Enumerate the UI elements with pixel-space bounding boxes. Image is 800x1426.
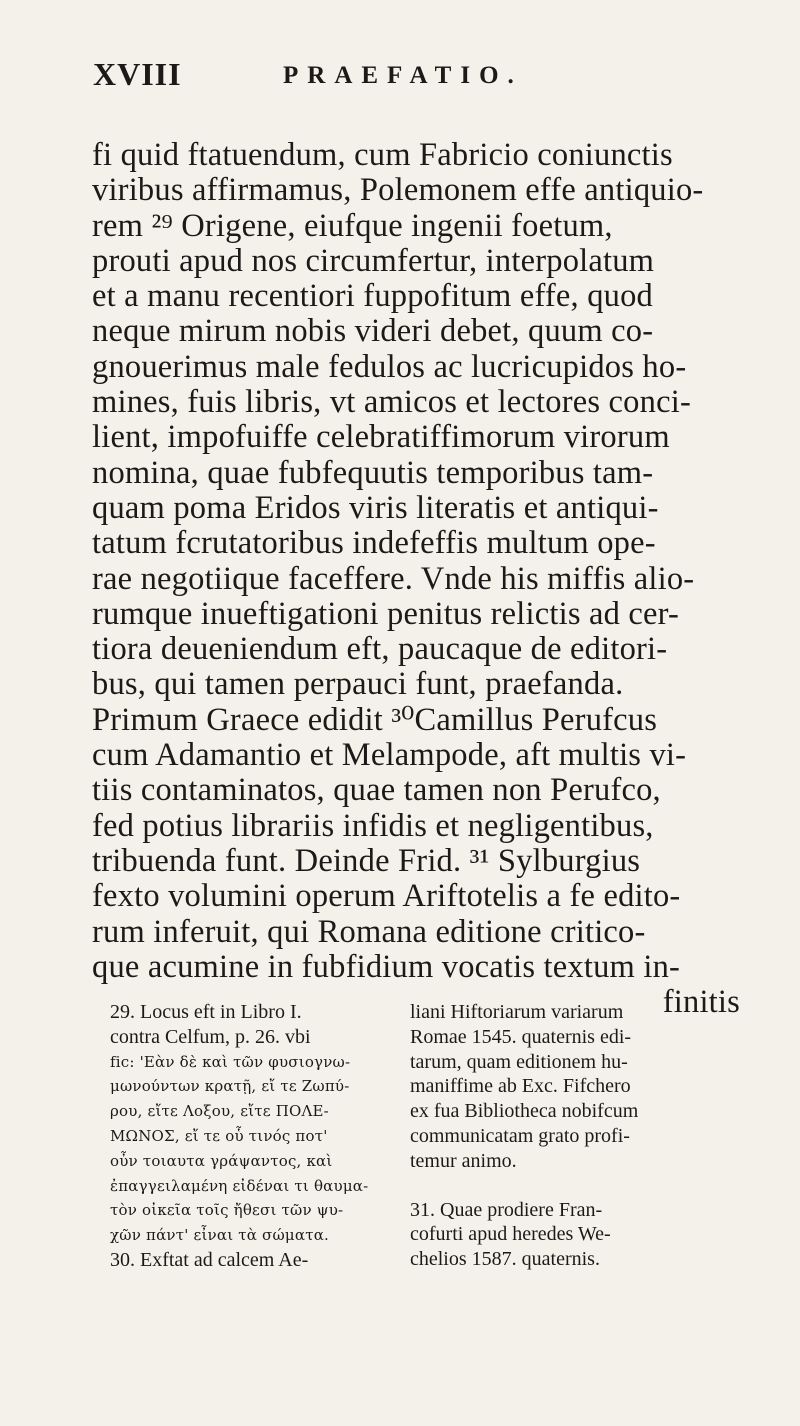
footnote-greek-line: ΜΩΝΟΣ, εἴ τε οὗ τινός ποτ' — [110, 1126, 328, 1145]
footnote-greek-line: ρου, εἴτε Λοξου, εἴτε ΠΟΛΕ- — [110, 1102, 329, 1121]
text-line: rae negotiique faceffere. Vnde his miffis alio- — [92, 560, 695, 597]
text-line: mines, fuis libris, vt amicos et lectores conci- — [92, 384, 691, 421]
footnote-greek-line: ἐπαγγειλαμένη εἰδέναι τι θαυμα- — [110, 1176, 369, 1195]
text-line: tribuenda funt. Deinde Frid. ³¹ Sylburgius — [92, 842, 641, 879]
text-line: nomina, quae fubfequutis temporibus tam- — [92, 454, 654, 491]
text-line: Primum Graece edidit ³⁰Camillus Perufcus — [92, 701, 658, 738]
footnote-greek-line: οὖν τοιαυτα γράψαντος, καὶ — [110, 1151, 333, 1170]
page-number: XVIII — [93, 56, 182, 92]
footnote-line: chelios 1587. quaternis. — [410, 1248, 600, 1271]
text-line: bus, qui tamen perpauci funt, praefanda. — [92, 666, 624, 703]
footnote-spacer — [410, 1174, 755, 1198]
footnote-line: cofurti apud heredes We- — [410, 1223, 611, 1246]
footnote-greek-line: χῶν πάντ' εἶναι τὰ σώματα. — [110, 1226, 329, 1245]
text-line: tiora deueniendum eft, paucaque de editori- — [92, 631, 668, 668]
footnotes-left-column — [110, 1000, 400, 1273]
footnote-line: Romae 1545. quaternis edi- — [410, 1025, 632, 1048]
footnote-line: communicatam grato profi- — [410, 1124, 630, 1147]
footnote-line: liani Hiftoriarum variarum — [410, 1001, 624, 1023]
footnote-line: temur animo. — [410, 1149, 517, 1172]
text-line: fed potius librariis infidis et negligentibus, — [92, 807, 654, 844]
text-line: viribus affirmamus, Polemonem effe antiquio- — [92, 172, 704, 209]
text-line: rem ²⁹ Origene, eiufque ingenii foetum, — [92, 207, 613, 244]
footnote-line: 29. Locus eft in Libro I. — [110, 1001, 302, 1023]
text-line: prouti apud nos circumfertur, interpolatum — [92, 242, 655, 279]
footnote-greek-line: fic: 'Εὰν δὲ καὶ τῶν φυσιογνω- — [110, 1052, 351, 1071]
text-line: tatum fcrutatoribus indefeffis multum ope- — [92, 525, 656, 562]
running-head: PRAEFATIO. — [283, 62, 523, 89]
footnote-greek-line: τὸν οἰκεῖα τοῖς ἤθεσι τῶν ψυ- — [110, 1201, 344, 1220]
main-text — [92, 138, 744, 1020]
footnote-greek-line: μωνούντων κρατῇ, εἴ τε Ζωπύ- — [110, 1077, 350, 1096]
footnote-line: tarum, quam editionem hu- — [410, 1050, 628, 1073]
text-line: fi quid ftatuendum, cum Fabricio coniunctis — [92, 137, 673, 173]
text-line: fexto volumini operum Ariftotelis a fe edito- — [92, 878, 681, 915]
footnote-line: 30. Exftat ad calcem Ae- — [110, 1248, 309, 1271]
text-line: neque mirum nobis videri debet, quum co- — [92, 313, 654, 350]
text-line: gnouerimus male fedulos ac lucricupidos ho- — [92, 348, 687, 385]
footnote-line: contra Celfum, p. 26. vbi — [110, 1025, 311, 1048]
footnote-line: maniffime ab Exc. Fifchero — [410, 1075, 631, 1098]
text-line: tiis contaminatos, quae tamen non Perufco, — [92, 772, 661, 809]
text-line: quam poma Eridos viris literatis et antiqui- — [92, 489, 659, 526]
catchword: finitis — [662, 984, 740, 1021]
footnotes-right-column — [410, 1000, 755, 1272]
text-line: lient, impofuiffe celebratiffimorum virorum — [92, 419, 670, 456]
footnote-line: ex fua Bibliotheca nobifcum — [410, 1100, 639, 1123]
footnote-line: 31. Quae prodiere Fran- — [410, 1198, 603, 1221]
text-line: rumque inueftigationi penitus relictis ad cer- — [92, 595, 680, 632]
text-line: et a manu recentiori fuppofitum effe, quod — [92, 278, 654, 315]
text-line: cum Adamantio et Melampode, aft multis vi- — [92, 737, 687, 774]
text-line: que acumine in fubfidium vocatis textum in- — [92, 948, 681, 985]
text-line: rum inferuit, qui Romana editione critico- — [92, 913, 646, 950]
page-header — [93, 56, 733, 96]
